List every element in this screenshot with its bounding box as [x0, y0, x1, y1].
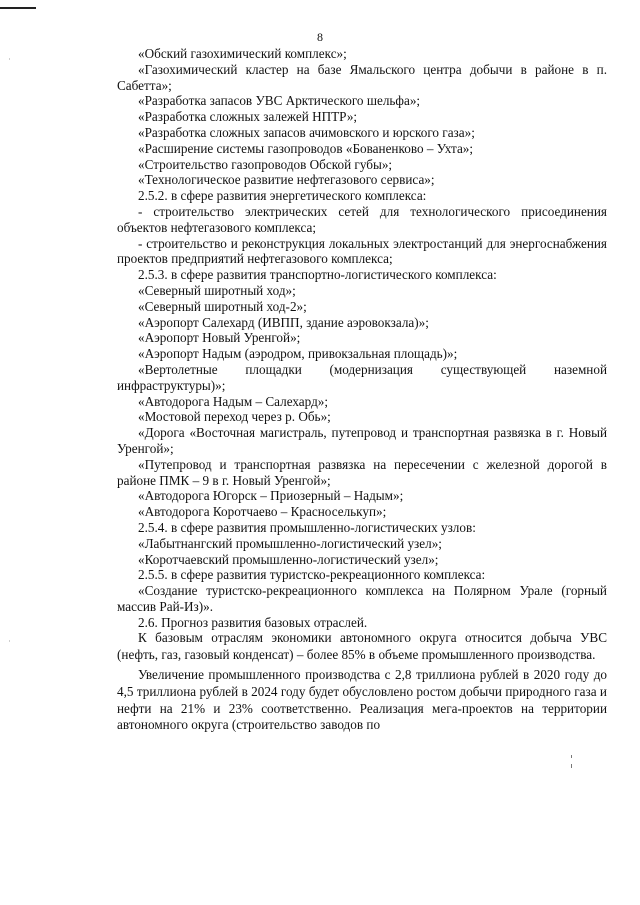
paragraph-17: «Аэропорт Надым (аэродром, привокзальная площадь)»; [138, 346, 458, 362]
paragraph-2: «Газохимический кластер на базе Ямальского центра добычи в районе в п. Сабетта»; [117, 61, 607, 93]
paragraph-22: «Путепровод и транспортная развязка на пересечении с железной дорогой в районе ПМК – 9 в г. Новый Уренгой»; [117, 456, 607, 488]
paragraph-26: «Лабытнангский промышленно-логистический узел»; [138, 535, 442, 551]
paragraph-31: К базовым отраслям экономики автономного округа относится добыча УВС (нефть, газ, газовый конденсат) – более 85% в объеме промышленного производства. [117, 630, 607, 663]
document-body [117, 46, 607, 734]
paragraph-23: «Автодорога Югорск – Приозерный – Надым»; [138, 488, 404, 504]
scan-speck [9, 640, 10, 642]
paragraph-15: «Аэропорт Салехард (ИВПП, здание аэровокзала)»; [138, 314, 429, 330]
paragraph-13: «Северный широтный ход»; [138, 282, 296, 298]
scan-speck [9, 58, 10, 60]
paragraph-5: «Разработка сложных запасов ачимовского и юрского газа»; [138, 124, 475, 140]
scan-corner-mark [0, 0, 36, 9]
scan-speck [571, 755, 572, 758]
paragraph-25: 2.5.4. в сфере развития промышленно-логистических узлов: [138, 519, 476, 535]
paragraph-27: «Коротчаевский промышленно-логистический узел»; [138, 551, 439, 567]
paragraph-9: 2.5.2. в сфере развития энергетического комплекса: [138, 188, 427, 204]
paragraph-7: «Строительство газопроводов Обской губы»; [138, 156, 393, 172]
page-number: 8 [317, 30, 323, 44]
paragraph-28: 2.5.5. в сфере развития туристско-рекреационного комплекса: [138, 567, 486, 583]
paragraph-12: 2.5.3. в сфере развития транспортно-логистического комплекса: [138, 267, 497, 283]
paragraph-20: «Мостовой переход через р. Обь»; [138, 409, 331, 425]
paragraph-1: «Обский газохимический комплекс»; [138, 46, 347, 61]
paragraph-6: «Расширение системы газопроводов «Бованенково – Ухта»; [138, 140, 474, 156]
paragraph-16: «Аэропорт Новый Уренгой»; [138, 330, 301, 346]
paragraph-10: - строительство электрических сетей для технологического присоединения объектов нефтегазового комплекса; [117, 203, 607, 235]
paragraph-21: «Дорога «Восточная магистраль, путепровод и транспортная развязка в г. Новый Уренгой»; [117, 425, 607, 456]
paragraph-4: «Разработка сложных залежей НПТР»; [138, 109, 358, 125]
paragraph-30: 2.6. Прогноз развития базовых отраслей. [138, 614, 368, 630]
paragraph-32: Увеличение промышленного производства с 2,8 триллиона рублей в 2020 году до 4,5 триллиона рублей в 2024 году будет обусловлено ростом добычи природного газа и нефти на 21% и 23% соответственно. Реализация мега-проектов на территории автономного округа (строительство заводов по [117, 667, 607, 733]
paragraph-3: «Разработка запасов УВС Арктического шельфа»; [138, 93, 421, 109]
paragraph-11: - строительство и реконструкция локальных электростанций для энергоснабжения проектов предприятий нефтегазового комплекса; [117, 235, 607, 267]
paragraph-24: «Автодорога Коротчаево – Красноселькуп»; [138, 504, 387, 520]
paragraph-19: «Автодорога Надым – Салехард»; [138, 393, 329, 409]
paragraph-29: «Создание туристско-рекреационного комплекса на Полярном Урале (горный массив Рай-Из)». [117, 583, 607, 614]
scan-speck [571, 764, 572, 768]
paragraph-8: «Технологическое развитие нефтегазового сервиса»; [138, 172, 435, 188]
paragraph-14: «Северный широтный ход-2»; [138, 298, 307, 314]
paragraph-18: «Вертолетные площадки (модернизация существующей наземной инфраструктуры)»; [117, 361, 607, 393]
